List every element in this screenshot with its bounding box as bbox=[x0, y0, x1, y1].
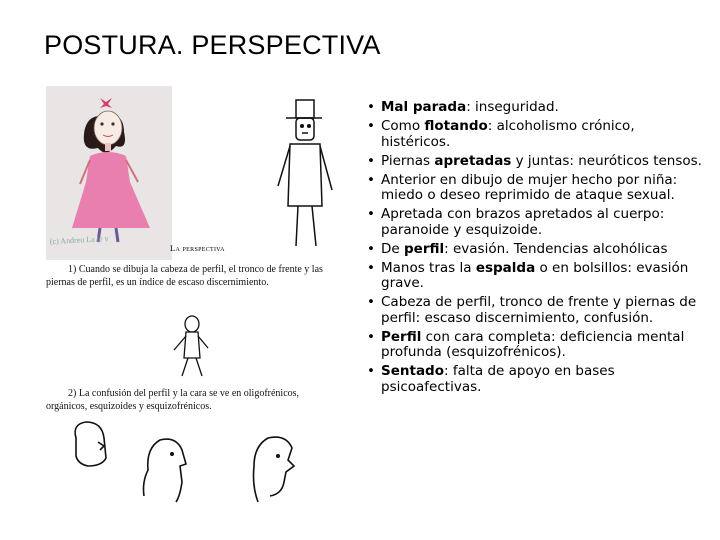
bullet-dot: • bbox=[367, 363, 375, 380]
figure-drawings bbox=[46, 86, 356, 514]
figure-caption-1 bbox=[46, 264, 342, 289]
list-item: • Piernas apretadas y juntas: neuróticos tensos. bbox=[367, 152, 702, 169]
profile-heads-drawing bbox=[75, 422, 294, 502]
bullet-keyword: Sentado bbox=[381, 363, 444, 380]
list-item: • De perfil: evasión. Tendencias alcohólicas bbox=[367, 240, 668, 257]
man-with-hat-drawing bbox=[278, 100, 332, 246]
bullet-keyword: perfil bbox=[404, 240, 445, 257]
slide-title: POSTURA. PERSPECTIVA bbox=[44, 30, 381, 60]
list-item: • Cabeza de perfil, tronco de frente y piernas de perfil: escaso discernimiento, confusión. bbox=[367, 294, 697, 326]
caption-1-text: Cuando se dibuja la cabeza de perfil, el tronco de frente y las piernas de perfil, es un índice de escaso discernimiento. bbox=[46, 264, 323, 288]
list-item: • Como flotando: alcoholismo crónico, histéricos. bbox=[367, 118, 635, 150]
bullet-list bbox=[367, 100, 707, 399]
bullet-dot: • bbox=[367, 152, 375, 169]
svg-text:(c) Andreu La le v: (c) Andreu La le v bbox=[49, 233, 109, 246]
bullet-dot: • bbox=[367, 171, 375, 188]
girl-drawing bbox=[50, 98, 150, 246]
bullet-dot: • bbox=[367, 259, 375, 276]
list-item: • Apretada con brazos apretados al cuerpo: paranoide y esquizoide. bbox=[367, 206, 665, 238]
bullet-dot: • bbox=[367, 118, 375, 135]
bullet-keyword: Perfil bbox=[381, 328, 422, 345]
caption-2-number: 2) bbox=[68, 388, 77, 399]
figure-caption-2 bbox=[46, 388, 342, 413]
list-item: • Anterior en dibujo de mujer hecho por niña: miedo o deseo reprimido de ataque sexual. bbox=[367, 171, 678, 204]
bullet-keyword: espalda bbox=[475, 259, 536, 276]
list-item: • Manos tras la espalda o en bolsillos: evasión grave. bbox=[367, 259, 689, 292]
bullet-keyword: flotando bbox=[424, 118, 488, 135]
list-item: • Sentado: falta de apoyo en bases psicoafectivas. bbox=[367, 363, 615, 395]
bullet-dot: • bbox=[367, 99, 375, 115]
bullet-dot: • bbox=[367, 206, 375, 223]
figure-heading: La perspectiva bbox=[170, 243, 225, 253]
bullet-keyword: apretadas bbox=[434, 152, 512, 169]
small-figure-drawing bbox=[174, 316, 208, 376]
bullet-keyword: Mal parada bbox=[381, 99, 467, 115]
bullet-dot: • bbox=[367, 240, 375, 257]
bullet-dot: • bbox=[367, 328, 375, 345]
drawings-figure bbox=[46, 86, 356, 514]
list-item: • Perfil con cara completa: deficiencia mental profunda (esquizofrénicos). bbox=[367, 328, 685, 361]
list-item: • Mal parada: inseguridad. bbox=[367, 99, 559, 115]
bullet-dot: • bbox=[367, 294, 375, 311]
caption-2-text: La confusión del perfil y la cara se ve en oligofrénicos, orgánicos, esquizoides y esquizofrénicos. bbox=[46, 388, 300, 412]
caption-1-number: 1) bbox=[68, 264, 77, 275]
